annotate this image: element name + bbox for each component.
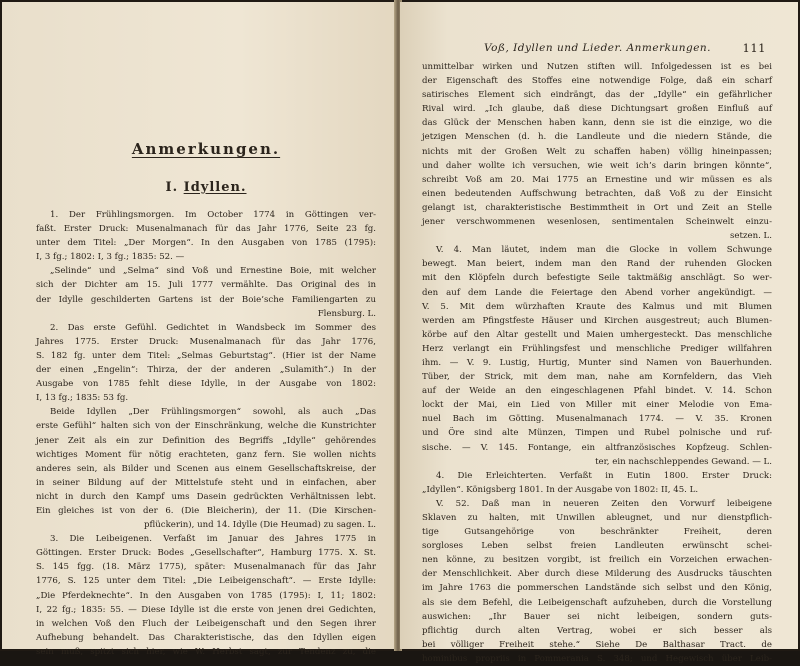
text-line: auf der Weide an den eingeschlagenen Pfahl bindet. V. 14. Schon bbox=[422, 386, 772, 397]
text-line: der einen „Engelin“: Thirza, der der anderen „Sulamith“.) In der bbox=[36, 365, 376, 376]
text-line: „Idyllen“. Königsberg 1801. In der Ausgabe von 1802: II, 45. L. bbox=[422, 484, 699, 495]
section-name: Idyllen. bbox=[183, 180, 247, 195]
text-line: I, 22 fg.; 1835: 55. — Diese Idylle ist die erste von jenen drei Gedichten, bbox=[36, 604, 376, 615]
text-line: Tüber, der Strick, mit dem man, nahe am Kornfeldern, das Vieh bbox=[422, 372, 772, 383]
text-line: pflückerin), und 14. Idylle (Die Heumad) zu sagen. L. bbox=[144, 520, 376, 531]
text-line: Beide Idyllen „Der Frühlingsmorgen“ sowohl, als auch „Das bbox=[50, 407, 376, 418]
text-line: S. 145 fgg. (18. März 1775), später: Musenalmanach für das Jahr bbox=[36, 562, 376, 573]
text-line: sich der Dichter am 15. Juli 1777 vermählte. Das Original des in bbox=[36, 280, 376, 291]
text-line: V. 5. Mit dem würzhaften Kraute des Kalmus und mit Blumen bbox=[422, 301, 772, 312]
text-line: als sie dem Befehl, die Leibeigenschaft aufzuheben, durch die Vorstellung bbox=[422, 597, 772, 608]
text-line: mit den Klöpfeln durch befestigte Seile taktmäßig anschlägt. So wer- bbox=[422, 273, 772, 284]
text-line: 4. Die Erleichterten. Verfaßt in Eutin 1800. Erster Druck: bbox=[436, 470, 772, 481]
text-line: Ausgabe von 1785 fehlt diese Idylle, in der Ausgabe von 1802: bbox=[36, 379, 376, 390]
section-number: I. bbox=[165, 180, 179, 195]
text-line: in seiner Bildung auf der Mittelstufe steht und in einfachen, aber bbox=[36, 477, 376, 488]
text-line: wichtiges Moment für nötig erachteten, ganz fern. Sie wollen nichts bbox=[36, 449, 376, 460]
text-line: unter dem Titel: „Der Morgen“. In den Ausgaben von 1785 (1795): bbox=[36, 238, 376, 249]
text-line: schreibt Voß am 20. Mai 1775 an Ernestine und wir müssen es als bbox=[422, 174, 772, 185]
text-line: 2. Das erste Gefühl. Gedichtet in Wandsbeck im Sommer des bbox=[50, 322, 376, 333]
text-line: nichts mit der Großen Welt zu schaffen haben) völlig hineinpassen; bbox=[422, 146, 772, 157]
text-line: bewegt. Man beiert, indem man den Rand der ruhenden Glocken bbox=[422, 259, 772, 270]
text-line: der Idylle geschilderten Gartens ist der Boie’sche Familiengarten zu bbox=[36, 294, 376, 305]
text-line: sische. — V. 145. Fontange, ein altfranzösisches Kopfzeug. Schlen- bbox=[422, 442, 772, 453]
text-line: „Selinde“ und „Selma“ sind Voß und Ernestine Boie, mit welcher bbox=[50, 266, 376, 277]
text-line: Sklaven zu halten, mit Unwillen ableugnet, und nur dienstpflich- bbox=[422, 513, 772, 523]
text-line: faßt. Erster Druck: Musenalmanach für das Jahr 1776, Seite 23 fg. bbox=[36, 224, 376, 235]
text-line: bei völliger Freiheit stehe.“ Siehe De Balthasar Tract. de bbox=[422, 639, 772, 650]
text-line: Göttingen. Erster Druck: Bodes „Gesellschafter“, Hamburg 1775. X. St. bbox=[36, 548, 376, 559]
text-line: Flensburg. L. bbox=[317, 308, 376, 319]
text-line: jener verschwommenen wesenlosen, sentimentalen Scheinwelt einzu- bbox=[422, 217, 772, 228]
right-page bbox=[400, 2, 798, 664]
text-line: erste Gefühl“ halten sich von der Einschränkung, welche die Kunstrichter bbox=[36, 421, 376, 432]
left-page bbox=[2, 2, 396, 657]
text-line: nicht in durch den Kampf ums Dasein gedrückten Verhältnissen lebt. bbox=[36, 491, 376, 502]
text-line: im Jahre 1763 die pommerschen Landstände sich selbst und den König, bbox=[422, 583, 772, 594]
text-line: sorgloses Leben selbst freien Landleuten erwünscht schei- bbox=[422, 541, 772, 552]
text-line: nuel Bach im Götting. Musenalmanach 1774. — V. 35. Kronen bbox=[422, 414, 772, 425]
text-line: tige Gutsangehörige von beschränkter Freiheit, deren bbox=[422, 527, 772, 538]
text-line: V. 52. Daß man in neueren Zeiten den Vorwurf leibeigene bbox=[436, 498, 772, 509]
text-line: ihm. — V. 9. Lustig, Hurtig, Munter sind Namen von Bauerhunden. bbox=[422, 357, 772, 368]
text-line: auswichen: „Ihr Bauer sei nicht leibeigen, sondern guts- bbox=[422, 611, 772, 622]
text-line: S. 182 fg. unter dem Titel: „Selmas Geburtstag“. (Hier ist der Name bbox=[36, 350, 376, 361]
text-line: einen bedeutenden Auffschwung betrachten, daß Voß zu der Einsicht bbox=[422, 188, 772, 199]
section-heading bbox=[36, 180, 376, 195]
text-line: I, 3 fg.; 1802: I, 3 fg.; 1835: 52. — bbox=[36, 252, 185, 263]
text-line: hominibus propriis in Pommerania S. 348; und Hegewisch über Leib- bbox=[422, 653, 772, 664]
text-line: V. 4. Man läutet, indem man die Glocke in vollem Schwunge bbox=[436, 245, 772, 256]
text-line: der Eigenschaft des Stoffes eine notwendige Folge, daß ein scharf bbox=[422, 76, 772, 87]
text-line: unmittelbar wirken und Nutzen stiften will. Infolgedessen ist es bei bbox=[422, 62, 772, 72]
text-line: anderes sein, als Bilder und Scenen aus einem Gesellschaftskreise, der bbox=[36, 463, 376, 474]
text-line: „Die Pferdeknechte“. In den Ausgaben von 1785 (1795): I, 11; 1802: bbox=[36, 590, 376, 601]
text-line: der Menschlichkeit. Aber durch diese Milderung des Ausdrucks täuschten bbox=[422, 569, 772, 580]
text-line: I, 13 fg.; 1835: 53 fg. bbox=[36, 393, 129, 404]
text-line: setzen. L. bbox=[730, 231, 772, 242]
text-line: und Öre sind alte Münzen, Timpen und Rubel polnische und ruf- bbox=[422, 428, 772, 439]
text-line: werden am Pfingstfeste Häuser und Kirchen ausgestreut; auch Blumen- bbox=[422, 315, 772, 326]
text-line: 1776, S. 125 unter dem Titel: „Die Leibeigenschaft“. — Erste Idylle: bbox=[36, 576, 376, 587]
text-line: jener Zeit als ein zur Definition des Begriffs „Idylle“ gehörendes bbox=[36, 435, 376, 446]
text-line: körbe auf den Altar gestellt und Maien umhergesteckt. Das menschliche bbox=[422, 329, 772, 340]
text-line: und daher wollte ich versuchen, wie weit ich’s darin bringen könnte“, bbox=[422, 160, 772, 171]
text-line: Herz verlangt ein Frühlingsfest und menschliche Prediger willfahren bbox=[422, 343, 772, 354]
text-line: sein muß, spitzt sich hier, wie W. Herbst sagt, zur Tendenz zu, die bbox=[36, 646, 376, 657]
running-head bbox=[422, 42, 772, 56]
text-line: pflichtig durch alten Vertrag, wobei er sich besser als bbox=[422, 625, 772, 636]
text-line: in welchen Voß den Fluch der Leibeigenschaft und den Segen ihrer bbox=[36, 618, 376, 629]
text-line: satirisches Element sich eindrängt, das der „Idylle“ ein gefährlicher bbox=[422, 90, 772, 101]
text-line: Rival wird. „Ich glaube, daß diese Dichtungsart großen Einfluß auf bbox=[422, 104, 772, 115]
text-line: den auf dem Lande die Feiertage den Abend vorher angekündigt. — bbox=[422, 287, 772, 298]
left-body-text bbox=[36, 208, 376, 659]
text-line: 1. Der Frühlingsmorgen. Im October 1774 in Göttingen ver- bbox=[50, 210, 376, 220]
text-line: 3. Die Leibeigenen. Verfaßt im Januar des Jahres 1775 in bbox=[50, 534, 376, 545]
text-line: jetzigen Menschen (d. h. die Landleute und die niedern Stände, die bbox=[422, 132, 772, 143]
text-line: Jahres 1775. Erster Druck: Musenalmanach für das Jahr 1776, bbox=[36, 336, 376, 347]
text-line: nen könne, zu besitzen vorgibt, ist freilich ein Vorzeichen erwachen- bbox=[422, 555, 772, 566]
text-line: das Glück der Menschen haben kann, denn sie ist die einzige, wo die bbox=[422, 118, 772, 129]
running-head-title: Voß, Idyllen und Lieder. Anmerkungen. bbox=[484, 42, 712, 54]
chapter-title: Anmerkungen. bbox=[131, 140, 281, 158]
text-line: Aufhebung behandelt. Das Charakteristische, das den Idyllen eigen bbox=[36, 632, 376, 643]
right-body-text bbox=[422, 60, 772, 666]
page-number: 111 bbox=[742, 41, 766, 55]
text-line: lockt der Mai, ein Lied von Miller mit einer Melodie von Ema- bbox=[422, 400, 772, 411]
text-line: gelangt ist, charakteristische Bestimmtheit in Ort und Zeit an Stelle bbox=[422, 202, 772, 213]
text-line: ter, ein nachschleppendes Gewand. — L. bbox=[595, 456, 772, 467]
text-line: Ein gleiches ist von der 6. (Die Bleicherin), der 11. (Die Kirschen- bbox=[36, 505, 376, 516]
